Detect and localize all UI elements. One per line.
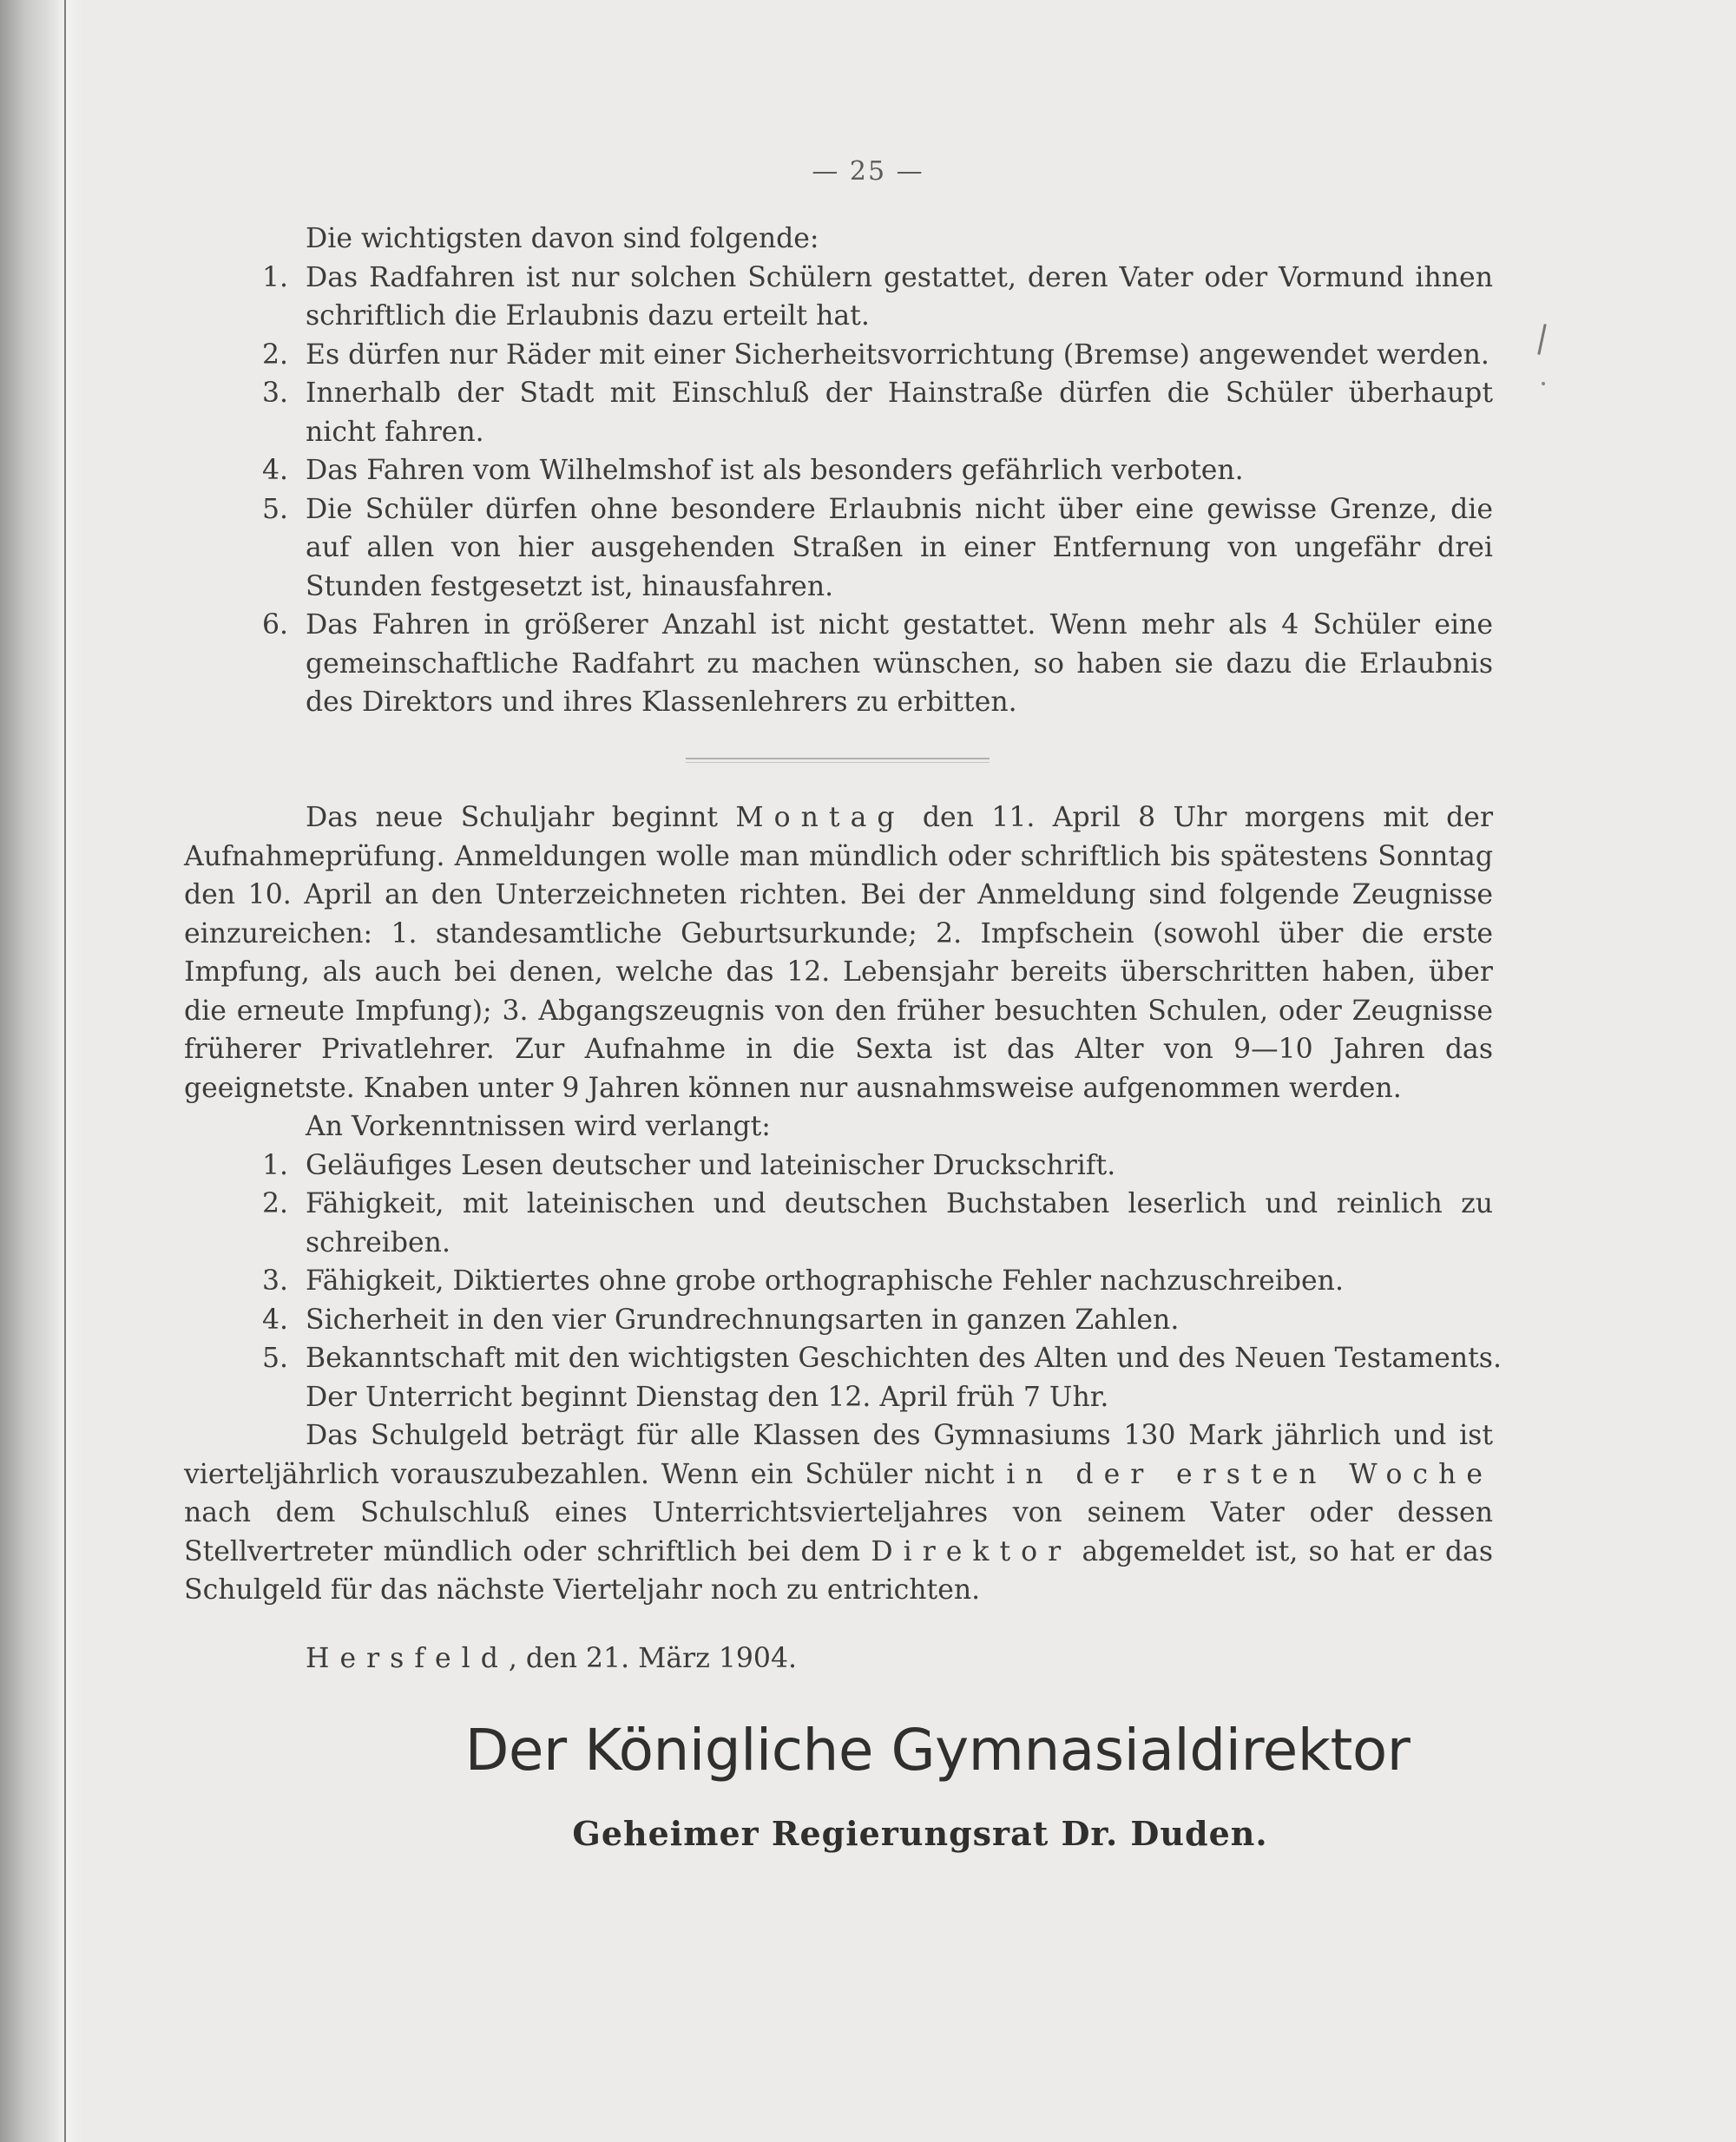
rule-item (184, 374, 1493, 451)
requirements-intro: An Vorkenntnissen wird verlangt: (306, 1111, 771, 1142)
rule-text: Das Fahren vom Wilhelmshof ist als besonders gefährlich verboten. (306, 455, 1244, 486)
rule-item (184, 259, 1493, 336)
admission-text-part: Das neue Schuljahr beginnt (306, 802, 719, 833)
requirement-item (184, 1147, 1493, 1186)
rule-number: 3. (262, 378, 289, 409)
signature-name: Geheimer Regierungsrat Dr. Duden. (572, 1814, 1268, 1853)
emphasized-word: Montag (735, 802, 905, 833)
place-date (306, 1643, 797, 1674)
requirement-item (184, 1301, 1493, 1340)
admission-section (184, 798, 1502, 1610)
rule-number: 1. (262, 261, 289, 293)
date-text: , den 21. März 1904. (508, 1643, 797, 1674)
rule-item (184, 490, 1493, 607)
rule-text: Das Radfahren ist nur solchen Schülern gestattet, deren Vater oder Vormund ihnen schriftlich die Erlaubnis dazu erteilt hat. (306, 261, 1493, 332)
emphasized-phrase: in der ersten Woche (1006, 1458, 1493, 1490)
requirement-number: 5. (262, 1343, 289, 1374)
rule-text: Innerhalb der Stadt mit Einschluß der Hainstraße dürfen die Schüler überhaupt nicht fahren. (306, 378, 1493, 448)
rules-intro: Die wichtigsten davon sind folgende: (306, 223, 819, 254)
rule-item (184, 606, 1493, 722)
section-divider (686, 758, 990, 763)
requirement-number: 4. (262, 1304, 289, 1336)
requirement-text: Sicherheit in den vier Grundrechnungsarten in ganzen Zahlen. (306, 1304, 1180, 1336)
requirement-item (184, 1339, 1502, 1378)
place-name: Hersfeld (306, 1643, 509, 1674)
emphasized-word: Direktor (871, 1535, 1072, 1567)
admission-text-part: den 11. April 8 Uhr morgens mit der Aufnahmeprüfung. Anmeldungen wolle man mündlich oder schriftlich bis spätestens Sonntag den 10. April an den Unterzeichneten richten. Bei der Anmeldung sind folgende Zeugnisse einzureichen: 1. standesamtliche Geburtsurkunde; 2. Impfschein (sowohl über die erste Impfung, als auch bei denen, welche das 12. Lebensjahr bereits überschritten haben, über die erneute Impfung); 3. Abgangszeugnis von den früher besuchten Schulen, oder Zeugnisse früherer Privatlehrer. Zur Aufnahme in die Sexta ist das Alter von 9—10 Jahren das geeignetste. Knaben unter 9 Jahren können nur ausnahmsweise aufgenommen werden. (184, 802, 1494, 1104)
requirement-number: 1. (262, 1149, 289, 1181)
speck-mark (1542, 382, 1545, 385)
fee-text-part: nach dem Schulschluß eines Unterrichtsvierteljahres von seinem Vater oder dessen Stellvertreter mündlich oder schriftlich bei dem (184, 1497, 1493, 1567)
requirement-text: Fähigkeit, mit lateinischen und deutschen Buchstaben leserlich und reinlich zu schreiben. (306, 1188, 1493, 1258)
requirement-text: Bekanntschaft mit den wichtigsten Geschichten des Alten und des Neuen Testaments. (306, 1343, 1502, 1374)
rule-text: Es dürfen nur Räder mit einer Sicherheitsvorrichtung (Bremse) angewendet werden. (306, 338, 1489, 371)
requirement-item (184, 1262, 1493, 1301)
rule-text: Die Schüler dürfen ohne besondere Erlaubnis nicht über eine gewisse Grenze, die auf allen von hier ausgehenden Straßen in einer Entfernung von ungefähr drei Stunden festgesetzt ist, hinausfahren. (306, 493, 1493, 602)
rule-number: 5. (262, 493, 289, 525)
rule-item (184, 451, 1493, 490)
fee-paragraph (184, 1416, 1493, 1610)
rule-number: 6. (262, 609, 289, 641)
rule-item (184, 336, 1493, 375)
requirement-number: 3. (262, 1265, 289, 1297)
requirement-item (184, 1185, 1493, 1262)
requirement-text: Fähigkeit, Diktiertes ohne grobe orthographische Fehler nachzuschreiben. (306, 1265, 1344, 1297)
fee-text-part: Das Schulgeld beträgt für alle Klassen des Gymnasiums 130 Mark jährlich und ist vierteljährlich vorauszubezahlen. Wenn ein Schüler nicht (184, 1420, 1493, 1490)
lesson-start: Der Unterricht beginnt Dienstag den 12. April früh 7 Uhr. (306, 1381, 1109, 1413)
rule-text: Das Fahren in größerer Anzahl ist nicht gestattet. Wenn mehr als 4 Schüler eine gemeinschaftliche Radfahrt zu machen wünschen, so haben sie dazu die Erlaubnis des Direktors und ihres Klassenlehrers zu erbitten. (306, 609, 1493, 718)
admission-paragraph (184, 798, 1493, 1107)
requirement-text: Geläufiges Lesen deutscher und lateinischer Druckschrift. (306, 1149, 1116, 1181)
rule-number: 2. (262, 338, 289, 371)
cycling-rules-section (184, 220, 1493, 722)
requirement-number: 2. (262, 1188, 289, 1219)
page-number: — 25 — (812, 156, 924, 187)
signature-title: Der Königliche Gymnasialdirektor (464, 1717, 1410, 1784)
fee-text-part: abgemeldet ist, so hat er das Schulgeld für das nächste Vierteljahr noch zu entrichten. (184, 1535, 1494, 1606)
rule-number: 4. (262, 455, 289, 486)
